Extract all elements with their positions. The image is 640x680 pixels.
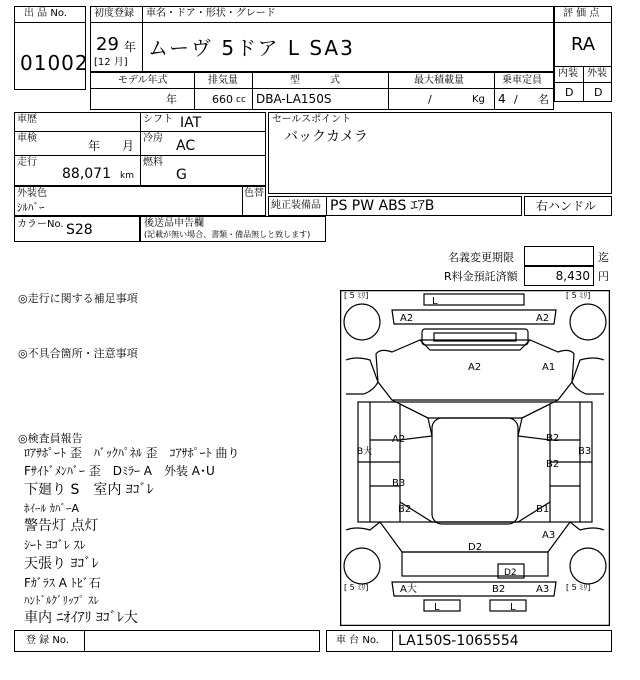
mark-left-front-door: A2 xyxy=(392,434,406,445)
tire-front-left xyxy=(344,304,380,340)
capacity: 4 xyxy=(498,92,506,106)
mark-rear-lamp-right: L xyxy=(510,602,516,613)
inspector-line: ﾎｲｰﾙ ｶﾊﾞｰA xyxy=(24,502,80,515)
color-number: S28 xyxy=(66,222,93,238)
displacement-label: 排気量 xyxy=(208,75,238,86)
tire-rear-right xyxy=(570,548,606,584)
model-year-unit: 年 xyxy=(166,93,177,106)
aircon: AC xyxy=(176,138,196,154)
mark-hood: A2 xyxy=(468,362,482,373)
model-code-label: 型 式 xyxy=(290,75,340,86)
divider xyxy=(494,72,495,110)
mark-right-rear-door: B2 xyxy=(546,459,560,470)
model-code: DBA-LA150S xyxy=(256,92,332,106)
mark-back-door: D2 xyxy=(468,542,483,553)
capacity-unit: 名 xyxy=(538,93,549,106)
aftermarket-note: (記載が無い場合、書類・備品無しと致します) xyxy=(144,230,311,239)
year-unit: 年 xyxy=(124,40,137,54)
tire-label-rear-right: [ 5 ﾐﾘ] xyxy=(566,583,591,592)
history-label: 車歴 xyxy=(17,114,37,125)
divider xyxy=(554,22,612,23)
name-change-box xyxy=(524,246,594,266)
roof xyxy=(432,418,518,524)
divider xyxy=(388,72,389,110)
inspector-line: ｼｰﾄ ﾖｺﾞﾚ ｽﾚ xyxy=(24,538,86,552)
grade-label: 評 価 点 xyxy=(563,8,600,19)
divider xyxy=(90,22,554,23)
recycle-label: R料金預託済額 xyxy=(444,270,518,283)
first-registration-label: 初度登録 xyxy=(94,8,134,19)
registration-number-label: 登 録 No. xyxy=(26,635,69,646)
max-load-label: 最大積載量 xyxy=(414,75,464,86)
damage-diagram xyxy=(340,290,610,626)
car-name: ムーヴ 5ドア L SA3 xyxy=(148,36,355,60)
divider xyxy=(140,112,141,186)
inspector-line: Fｻｲﾄﾞﾒﾝﾊﾞｰ 歪 Dﾐﾗｰ A 外装 A･U xyxy=(24,464,215,478)
mark-right-quarter: A3 xyxy=(542,530,556,541)
right-fender xyxy=(572,358,604,394)
interior-grade: D xyxy=(565,86,574,99)
divider xyxy=(14,22,86,23)
tire-label-front-right: [ 5 ﾐﾘ] xyxy=(566,291,591,300)
left-fender xyxy=(346,358,378,394)
front-bumper xyxy=(392,310,556,324)
lot-number: 01002 xyxy=(20,51,89,75)
handle: 右ハンドル xyxy=(536,199,597,213)
mark-left-rear-fender: B2 xyxy=(398,504,412,515)
mark-left-rear-door: B3 xyxy=(392,478,406,489)
aircon-label: 冷房 xyxy=(143,133,163,144)
mark-front-bumper-right: A2 xyxy=(536,313,550,324)
rear-lamp-right xyxy=(490,600,526,611)
inspector-line: ﾊﾝﾄﾞﾙｸﾞﾘｯﾌﾟ ｽﾚ xyxy=(24,594,99,607)
tire-label-front-left: [ 5 ﾐﾘ] xyxy=(344,291,369,300)
displacement: 660 xyxy=(212,93,233,106)
standard-equipment: PS PW ABS ｴｱB xyxy=(330,198,435,214)
inspector-label: ◎検査員報告 xyxy=(18,432,83,445)
mark-front-lamp: L xyxy=(432,296,438,307)
windshield-top xyxy=(392,400,558,418)
exterior-color: ｼﾙﾊﾞｰ xyxy=(17,201,45,214)
standard-equipment-label: 純正装備品 xyxy=(271,200,321,211)
car-name-label: 車名・ドア・形状・グレード xyxy=(146,8,276,19)
exterior-grade-label: 外装 xyxy=(587,68,607,79)
fuel: G xyxy=(176,167,187,183)
inspector-line: Fｶﾞﾗｽ A ﾄﾋﾞ石 xyxy=(24,576,101,590)
first-registration-year: 29 xyxy=(96,34,119,55)
mileage: 88,071 xyxy=(62,166,111,182)
sales-point-label: セールスポイント xyxy=(272,114,352,125)
overall-grade: RA xyxy=(571,34,596,55)
exterior-color-label: 外装色 xyxy=(17,188,47,199)
mark-front-bumper-left: A2 xyxy=(400,313,414,324)
divider xyxy=(392,630,393,652)
max-load-unit: Kg xyxy=(472,94,485,105)
inspection-year-unit: 年 xyxy=(88,139,101,153)
shift-label: シフト xyxy=(143,114,173,125)
mileage-unit: km xyxy=(120,171,134,181)
back-door xyxy=(402,552,548,576)
divider xyxy=(242,186,243,216)
inspector-line: 下廻り S 室内 ﾖｺﾞﾚ xyxy=(24,482,154,498)
max-load-separator: / xyxy=(428,93,432,106)
chassis-number-label: 車 台 No. xyxy=(336,635,379,646)
recycle-value: 8,430 xyxy=(555,269,590,283)
divider xyxy=(326,196,327,216)
divider xyxy=(84,630,85,652)
tire-label-rear-left: [ 5 ﾐﾘ] xyxy=(344,583,369,592)
front-lamp xyxy=(424,294,524,305)
name-change-label: 名義変更期限 xyxy=(448,251,514,264)
front-grille xyxy=(422,329,528,345)
fuel-label: 燃料 xyxy=(143,157,163,168)
color-number-label: カラーNo. xyxy=(17,219,64,230)
divider xyxy=(583,66,584,102)
inspector-line: 警告灯 点灯 xyxy=(24,518,99,534)
inspector-line: ﾛｱｻﾎﾟｰﾄ 歪 ﾊﾞｯｸﾊﾟﾈﾙ 歪 ｺｱｻﾎﾟｰﾄ 曲り xyxy=(24,446,240,460)
color-change-label: 色替 xyxy=(244,188,264,199)
lot-number-label: 出 品 No. xyxy=(24,8,67,19)
inspector-line: 車内 ﾆｵｲｱﾘ ﾖｺﾞﾚ大 xyxy=(24,610,138,626)
first-registration-month: [12 月] xyxy=(94,57,128,68)
shift: IAT xyxy=(180,115,202,131)
mark-right-rear-fender: B1 xyxy=(536,504,550,515)
mark-right-front-door: B2 xyxy=(546,433,560,444)
sales-point: バックカメラ xyxy=(284,129,368,145)
model-year-label: モデル年式 xyxy=(118,75,168,86)
mark-rear-bumper-right: A3 xyxy=(536,584,550,595)
mileage-label: 走行 xyxy=(17,157,37,168)
tire-rear-left xyxy=(344,548,380,584)
mark-right-fender: A1 xyxy=(542,362,556,373)
aftermarket-label: 後送品申告欄 xyxy=(144,218,204,229)
tire-front-right xyxy=(570,304,606,340)
driving-notes-label: ◎走行に関する補足事項 xyxy=(18,292,138,305)
displacement-unit: cc xyxy=(236,95,246,105)
capacity-label: 乗車定員 xyxy=(502,75,542,86)
divider xyxy=(142,22,143,72)
divider xyxy=(194,72,195,110)
divider xyxy=(90,88,554,89)
capacity-separator: / xyxy=(514,93,518,106)
rear-lamp-left xyxy=(424,600,460,611)
divider xyxy=(252,72,253,110)
name-change-unit: 迄 xyxy=(598,251,609,264)
rear-pillars xyxy=(400,502,550,522)
mark-rear-lamp-left: L xyxy=(434,602,440,613)
mark-back-door-box: D2 xyxy=(504,568,517,578)
inspector-line: 天張り ﾖｺﾞﾚ xyxy=(24,556,99,572)
exterior-color-box xyxy=(14,186,266,216)
mark-right-side: B3 xyxy=(578,446,592,457)
recycle-unit: 円 xyxy=(598,270,609,283)
inspection-label: 車検 xyxy=(17,133,37,144)
mark-rear-bumper-center: B2 xyxy=(492,584,506,595)
divider xyxy=(142,6,143,22)
mark-rear-bumper-left: A大 xyxy=(400,584,417,595)
defects-label: ◎不具合箇所・注意事項 xyxy=(18,347,138,360)
chassis-number: LA150S-1065554 xyxy=(398,633,519,649)
interior-grade-label: 内装 xyxy=(558,68,578,79)
exterior-grade: D xyxy=(594,86,603,99)
mark-left-side: B大 xyxy=(357,447,373,457)
inspection-month-unit: 月 xyxy=(122,139,135,153)
